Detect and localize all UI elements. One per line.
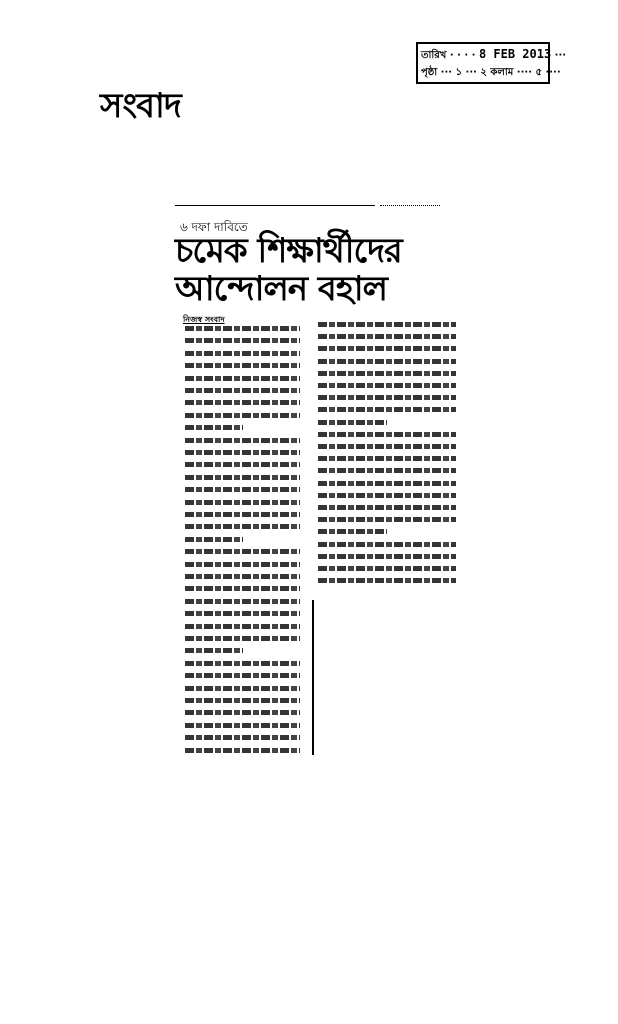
body-text-line bbox=[185, 413, 300, 418]
body-text-line bbox=[185, 500, 300, 505]
body-text-line bbox=[318, 432, 456, 437]
body-text-line bbox=[185, 586, 300, 591]
body-text-line bbox=[318, 517, 456, 522]
body-text-line bbox=[185, 388, 300, 393]
date-stamp: তারিখ · · · · 8 FEB 2013 ··· পৃষ্ঠা ··· ১ ··· ২ কলাম ···· ৫ ···· bbox=[416, 42, 550, 84]
body-text-line bbox=[318, 542, 456, 547]
body-text-line bbox=[185, 723, 300, 728]
body-text-line bbox=[318, 468, 456, 473]
top-rule-dotted bbox=[380, 205, 440, 206]
stamp-date-label: তারিখ bbox=[421, 50, 447, 61]
body-text-line bbox=[185, 636, 300, 641]
body-text-line bbox=[185, 438, 300, 443]
body-text-line bbox=[185, 400, 300, 405]
body-text-line bbox=[185, 425, 243, 430]
article-byline: নিজস্ব সংবাদ bbox=[183, 315, 225, 324]
top-rule bbox=[175, 205, 375, 206]
headline-line-2: আন্দোলন বহাল bbox=[175, 269, 387, 309]
body-text-line bbox=[185, 673, 300, 678]
body-text-line bbox=[318, 359, 456, 364]
stamp-page-label: পৃষ্ঠা bbox=[421, 67, 438, 78]
body-text-line bbox=[185, 487, 300, 492]
body-text-line bbox=[185, 599, 300, 604]
body-text-line bbox=[185, 462, 300, 467]
body-text-line bbox=[185, 624, 300, 629]
body-text-line bbox=[318, 456, 456, 461]
headline-line-1: চমেক শিক্ষার্থীদের bbox=[175, 231, 402, 271]
body-text-line bbox=[318, 322, 456, 327]
stamp-page-note: ২ কলাম bbox=[480, 67, 514, 78]
body-text-line bbox=[318, 566, 456, 571]
body-text-line bbox=[185, 710, 300, 715]
body-text-line bbox=[185, 648, 243, 653]
body-text-line bbox=[185, 363, 300, 368]
body-text-line bbox=[185, 351, 300, 356]
body-text-line bbox=[318, 371, 456, 376]
body-text-line bbox=[318, 554, 456, 559]
body-text-line bbox=[185, 475, 300, 480]
body-text-line bbox=[185, 748, 300, 753]
body-text-line bbox=[318, 578, 456, 583]
body-text-line bbox=[185, 698, 300, 703]
body-text-line bbox=[185, 562, 300, 567]
body-text-line bbox=[185, 376, 300, 381]
body-text-line bbox=[318, 346, 456, 351]
body-text-line bbox=[185, 537, 243, 542]
body-text-line bbox=[318, 529, 387, 534]
body-text-line bbox=[318, 383, 456, 388]
body-text-line bbox=[318, 395, 456, 400]
body-text-line bbox=[318, 493, 456, 498]
body-text-line bbox=[185, 735, 300, 740]
body-text-line bbox=[318, 505, 456, 510]
body-text-line bbox=[185, 686, 300, 691]
body-text-line bbox=[185, 661, 300, 666]
body-text-line bbox=[318, 444, 456, 449]
article-kicker: ৬ দফা দাবিতে bbox=[180, 220, 248, 234]
body-text-line bbox=[185, 450, 300, 455]
body-text-line bbox=[185, 611, 300, 616]
body-text-line bbox=[185, 338, 300, 343]
newspaper-masthead: সংবাদ bbox=[100, 86, 181, 126]
body-text-line bbox=[318, 481, 456, 486]
body-text-line bbox=[185, 524, 300, 529]
body-text-line bbox=[318, 420, 387, 425]
column-margin-mark bbox=[312, 600, 314, 755]
body-text-line bbox=[185, 512, 300, 517]
body-text-line bbox=[318, 334, 456, 339]
stamp-date: 8 FEB 2013 bbox=[478, 47, 552, 61]
body-text-line bbox=[185, 549, 300, 554]
body-text-line bbox=[185, 326, 300, 331]
body-text-line bbox=[318, 407, 456, 412]
body-text-line bbox=[185, 574, 300, 579]
article-headline bbox=[175, 232, 402, 308]
